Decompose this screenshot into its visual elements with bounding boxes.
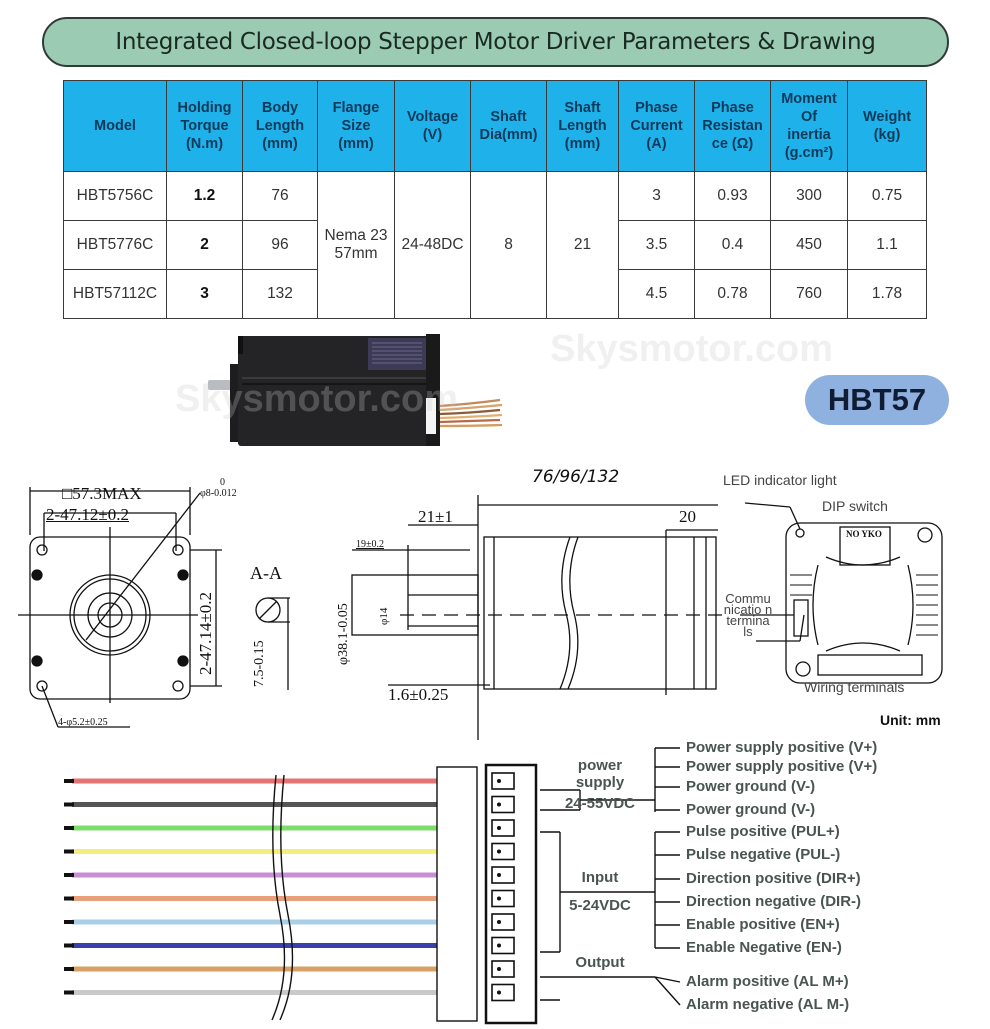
cell-phase-resistance: 0.93 (695, 172, 771, 221)
power-label-line1: power (577, 757, 623, 774)
output-group-label: Output (575, 954, 625, 971)
wire-tip (64, 920, 74, 924)
dim-shaft-dia: φ14 (378, 607, 390, 625)
wire-tip (64, 803, 74, 807)
cell-phase-resistance: 0.4 (695, 221, 771, 270)
dim-flange-thickness: 1.6±0.25 (388, 685, 449, 704)
wire-tip (64, 779, 74, 783)
cell-model: HBT5756C (64, 172, 167, 221)
table-row (64, 172, 927, 221)
column-header: Moment Of inertia (g.cm²) (771, 81, 848, 172)
connector-pin (492, 938, 514, 954)
pin-label: Enable positive (EN+) (686, 916, 840, 933)
connector-pin (492, 867, 514, 883)
input-voltage-label: 5-24VDC (569, 897, 631, 914)
connector-pin (492, 985, 514, 1001)
dim-driver-length: 20 (679, 507, 696, 526)
pin-label: Alarm negative (AL M-) (686, 996, 850, 1013)
wire-tip (64, 897, 74, 901)
cell-weight: 0.75 (848, 172, 927, 221)
section-label: A-A (250, 563, 282, 583)
column-header: Holding Torque (N.m) (167, 81, 243, 172)
cell-flange-size (318, 172, 395, 319)
connector-pin (492, 773, 514, 789)
power-voltage-label: 24-55VDC (564, 795, 636, 812)
cell-shaft-dia: 8 (471, 172, 547, 319)
column-header: Phase Resistan ce (Ω) (695, 81, 771, 172)
cell-phase-current: 3 (619, 172, 695, 221)
cell-shaft-length: 21 (547, 172, 619, 319)
dim-hole-spacing-h: 2-47.12±0.2 (46, 505, 129, 524)
cell-weight: 1.1 (848, 221, 927, 270)
cell-body-length: 96 (243, 221, 318, 270)
motor-photo (200, 328, 520, 448)
column-header: Phase Current (A) (619, 81, 695, 172)
dim-square-max: □57.3MAX (62, 484, 142, 503)
cell-inertia: 300 (771, 172, 848, 221)
wire-tip (64, 991, 74, 995)
power-supply-group-label (565, 757, 635, 791)
dim-shaft-tol-top: 0 (220, 477, 225, 488)
wiring-diagram (0, 735, 990, 1029)
model-badge: HBT57 (805, 375, 949, 425)
pin-label: Power ground (V-) (686, 778, 816, 795)
wire-tip (64, 944, 74, 948)
dim-mount-holes: 4-φ5.2±0.25 (58, 717, 108, 728)
connector-pin (492, 820, 514, 836)
led-indicator-label: LED indicator light (723, 472, 837, 488)
flange-line1: Nema 23 (324, 227, 388, 244)
wire-tip (64, 967, 74, 971)
cell-phase-current: 3.5 (619, 221, 695, 270)
pin-label: Power supply positive (V+) (686, 739, 878, 756)
cell-torque: 1.2 (167, 172, 243, 221)
cell-torque: 2 (167, 221, 243, 270)
communication-terminal-label: Commu nicatio n termina ls (723, 591, 773, 639)
column-header: Flange Size (mm) (318, 81, 395, 172)
watermark: Skysmotor.com (175, 378, 458, 420)
dim-hole-spacing-v: 2-47.14±0.2 (196, 592, 215, 675)
dip-switch-text: NO YKO (846, 529, 882, 539)
dim-flat-length: 19±0.2 (356, 539, 384, 550)
cell-body-length: 132 (243, 270, 318, 319)
cell-phase-current: 4.5 (619, 270, 695, 319)
dim-boss-dia: φ38.1-0.05 (336, 603, 351, 665)
column-header: Voltage (V) (395, 81, 471, 172)
pin-label: Power ground (V-) (686, 801, 816, 818)
wire-tip (64, 873, 74, 877)
cell-torque: 3 (167, 270, 243, 319)
cell-model: HBT5776C (64, 221, 167, 270)
pin-label: Enable Negative (EN-) (686, 939, 842, 956)
input-group-label: Input (581, 869, 619, 886)
connector-pin (492, 891, 514, 907)
pin-label: Pulse positive (PUL+) (686, 823, 840, 840)
pin-label: Power supply positive (V+) (686, 758, 878, 775)
spec-table (63, 80, 927, 319)
unit-label: Unit: mm (880, 712, 941, 728)
wire-tip (64, 826, 74, 830)
connector-pin (492, 844, 514, 860)
page-title: Integrated Closed-loop Stepper Motor Driver Parameters & Drawing (42, 17, 949, 67)
column-header: Model (64, 81, 167, 172)
table-header-row (64, 81, 927, 172)
pin-label: Alarm positive (AL M+) (686, 973, 849, 990)
cell-body-length: 76 (243, 172, 318, 221)
cell-inertia: 760 (771, 270, 848, 319)
wire-tip (64, 850, 74, 854)
dim-body-length: 76/96/132 (532, 467, 620, 487)
pin-label: Direction positive (DIR+) (686, 870, 861, 887)
wiring-terminals-label: Wiring terminals (804, 679, 905, 695)
dim-flat: 7.5-0.15 (252, 640, 267, 687)
connector-pin (492, 961, 514, 977)
cell-weight: 1.78 (848, 270, 927, 319)
cell-model: HBT57112C (64, 270, 167, 319)
column-header: Shaft Dia(mm) (471, 81, 547, 172)
column-header: Weight (kg) (848, 81, 927, 172)
pin-label: Pulse negative (PUL-) (686, 846, 841, 863)
dim-shaft-dia-tol: φ8-0.012 (200, 488, 237, 499)
connector-pin (492, 797, 514, 813)
cell-voltage: 24-48DC (395, 172, 471, 319)
power-label-line2: supply (575, 774, 625, 791)
mechanical-drawing (0, 455, 990, 740)
column-header: Body Length (mm) (243, 81, 318, 172)
flange-line2: 57mm (334, 245, 378, 262)
watermark: Skysmotor.com (550, 328, 833, 370)
column-header: Shaft Length (mm) (547, 81, 619, 172)
cell-phase-resistance: 0.78 (695, 270, 771, 319)
dim-shaft-length: 21±1 (418, 507, 453, 526)
cell-inertia: 450 (771, 221, 848, 270)
dip-switch-label: DIP switch (822, 498, 888, 514)
pin-label: Direction negative (DIR-) (686, 893, 862, 910)
connector-pin (492, 914, 514, 930)
